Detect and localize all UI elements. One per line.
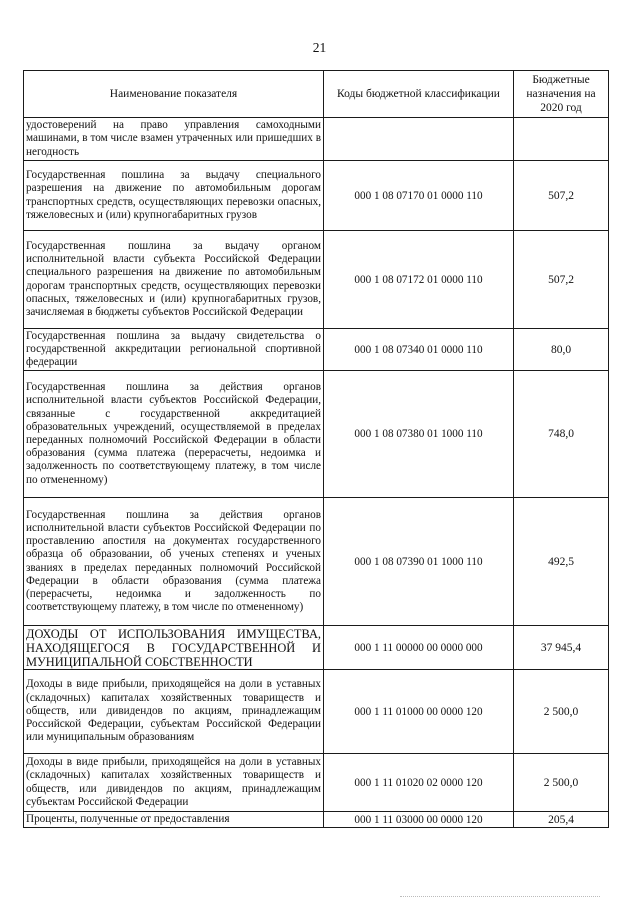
table-row — [24, 161, 609, 231]
header-amount: Бюджетные назначения на 2020 год — [514, 71, 609, 118]
row-amount: 492,5 — [514, 498, 609, 626]
table-row — [24, 754, 609, 812]
table-row — [24, 231, 609, 329]
row-amount: 2 500,0 — [514, 754, 609, 812]
table-row — [24, 118, 609, 161]
row-amount: 205,4 — [514, 812, 609, 828]
header-name: Наименование показателя — [24, 71, 324, 118]
row-code: 000 1 08 07390 01 1000 110 — [324, 498, 514, 626]
row-name: удостоверений на право управления самоходными машинами, в том числе взамен утраченных или пришедших в негодность — [24, 118, 324, 161]
table-row — [24, 670, 609, 754]
row-amount — [514, 118, 609, 161]
table-row — [24, 812, 609, 828]
row-name: Государственная пошлина за выдачу специального разрешения на движение по автомобильным дорогам транспортных средств, осуществляющих перевозки опасных, тяжеловесных и (или) крупногабаритных грузов — [24, 161, 324, 231]
row-name: Государственная пошлина за выдачу органом исполнительной власти субъекта Российской Федерации специального разрешения на движение по автомобильным дорогам транспортных средств, осуществляющих перевозки опасных, тяжеловесных и (или) крупногабаритных грузов, зачисляемая в бюджеты субъектов Российской Федерации — [24, 231, 324, 329]
row-amount: 2 500,0 — [514, 670, 609, 754]
table-row — [24, 371, 609, 498]
row-code: 000 1 11 01000 00 0000 120 — [324, 670, 514, 754]
row-amount: 507,2 — [514, 161, 609, 231]
row-amount: 507,2 — [514, 231, 609, 329]
table-row — [24, 626, 609, 670]
row-amount: 37 945,4 — [514, 626, 609, 670]
header-code: Коды бюджетной классификации — [324, 71, 514, 118]
row-code: 000 1 11 01020 02 0000 120 — [324, 754, 514, 812]
row-code: 000 1 08 07380 01 1000 110 — [324, 371, 514, 498]
row-name: Доходы в виде прибыли, приходящейся на доли в уставных (складочных) капиталах хозяйственных товариществ и обществ, или дивидендов по акциям, принадлежащим Российской Федерации, субъектам Российской Федерации или муниципальным образованиям — [24, 670, 324, 754]
table-header-row — [24, 71, 609, 118]
row-amount: 748,0 — [514, 371, 609, 498]
scan-edge-mark — [400, 896, 600, 898]
row-code: 000 1 08 07172 01 0000 110 — [324, 231, 514, 329]
row-name: ДОХОДЫ ОТ ИСПОЛЬЗОВАНИЯ ИМУЩЕСТВА, НАХОДЯЩЕГОСЯ В ГОСУДАРСТВЕННОЙ И МУНИЦИПАЛЬНОЙ СОБСТВЕННОСТИ — [24, 626, 324, 670]
page-number: 21 — [312, 40, 327, 55]
row-code: 000 1 08 07340 01 0000 110 — [324, 329, 514, 371]
row-code: 000 1 11 03000 00 0000 120 — [324, 812, 514, 828]
row-name: Государственная пошлина за действия органов исполнительной власти субъектов Российской Федерации по проставлению апостиля на документах государственного образца об образовании, об ученых степенях и ученых званиях в пределах переданных полномочий Российской Федерации в области образования (сумма платежа (перерасчеты, недоимка и задолженность по соответствующему платежу, в том числе по отмененному) — [24, 498, 324, 626]
row-code: 000 1 08 07170 01 0000 110 — [324, 161, 514, 231]
row-name: Доходы в виде прибыли, приходящейся на доли в уставных (складочных) капиталах хозяйственных товариществ и обществ, или дивидендов по акциям, принадлежащим субъектам Российской Федерации — [24, 754, 324, 812]
row-name: Государственная пошлина за выдачу свидетельства о государственной аккредитации региональной спортивной федерации — [24, 329, 324, 371]
table-row — [24, 329, 609, 371]
row-name: Проценты, полученные от предоставления — [24, 812, 324, 828]
budget-table — [23, 70, 609, 828]
row-code: 000 1 11 00000 00 0000 000 — [324, 626, 514, 670]
row-name: Государственная пошлина за действия органов исполнительной власти субъектов Российской Федерации, связанные с государственной аккредитацией образовательных учреждений, осуществляемой в пределах переданных полномочий Российской Федерации в области образования (сумма платежа (перерасчеты, недоимка и задолженность по соответствующему платежу, в том числе по отмененному) — [24, 371, 324, 498]
table-row — [24, 498, 609, 626]
row-amount: 80,0 — [514, 329, 609, 371]
row-code — [324, 118, 514, 161]
